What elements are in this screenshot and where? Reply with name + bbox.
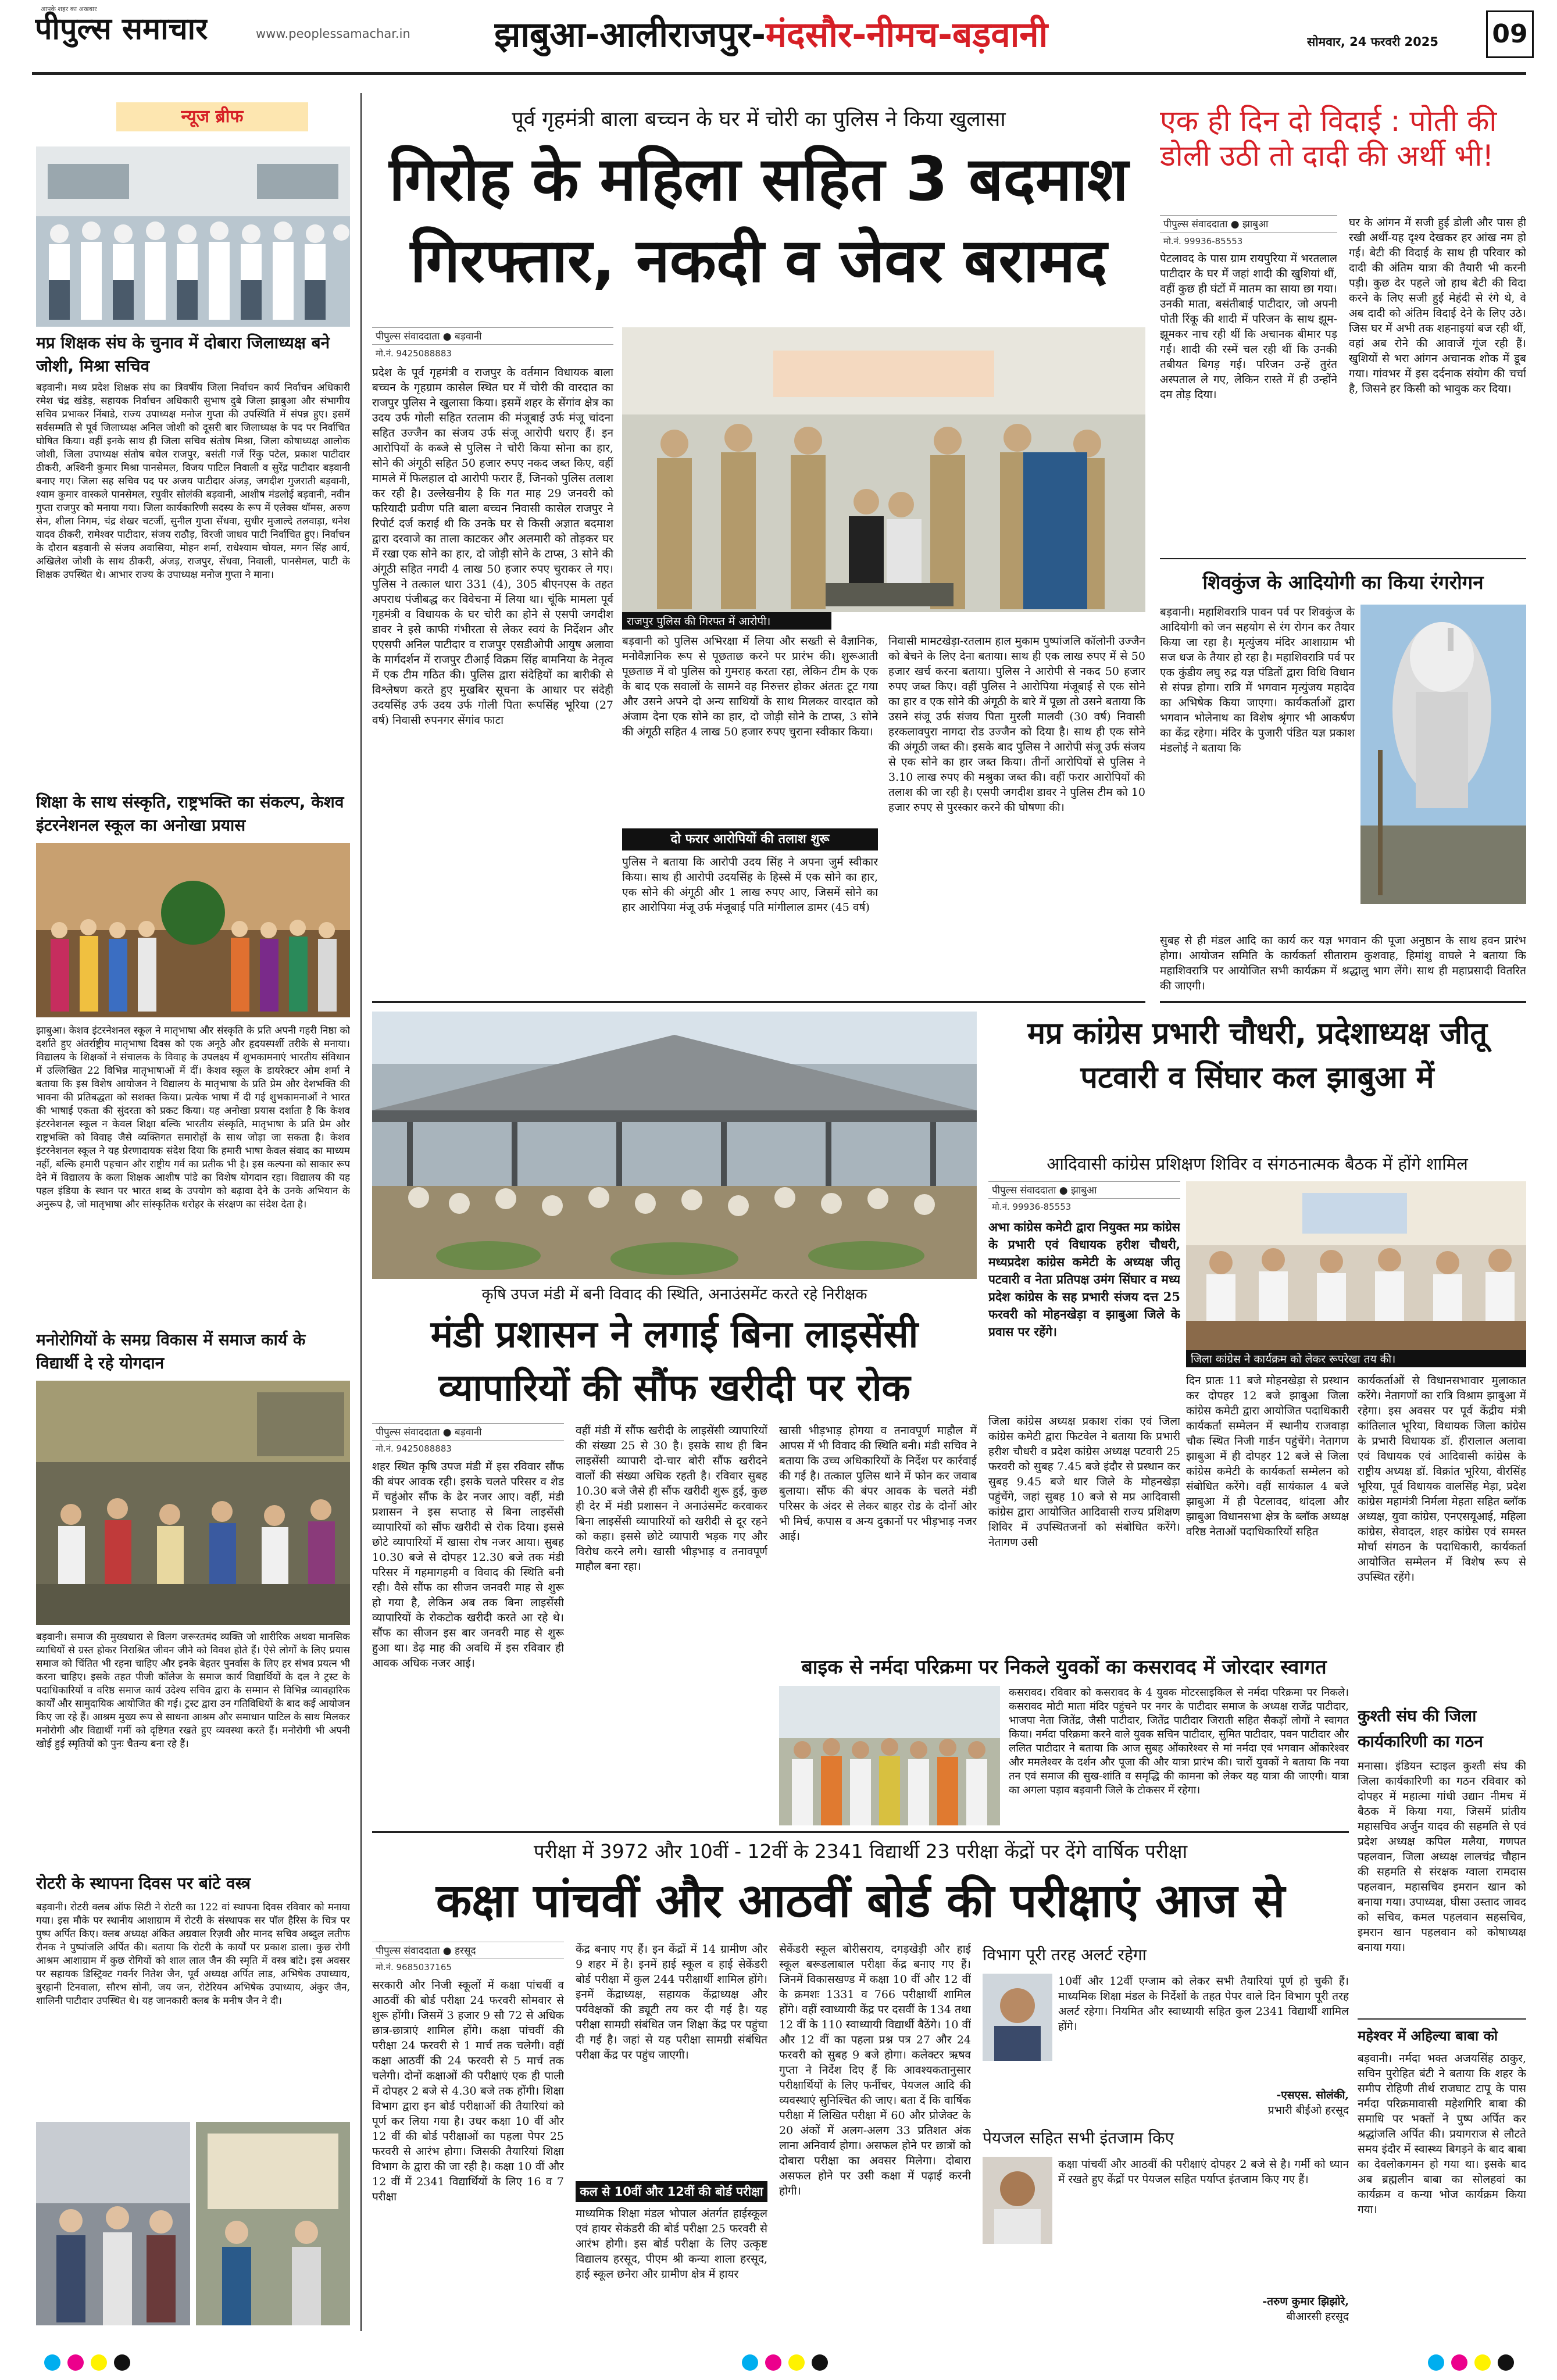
rotary-photo-right (196, 2122, 350, 2325)
mandi-headline: मंडी प्रशासन ने लगाई बिना लाइसेंसी व्यापारियों की सौंफ खरीदी पर रोक (430, 1313, 919, 1410)
lead-bottom-rule (372, 1001, 1145, 1003)
paper-logo: पीपुल्स समाचार (35, 12, 208, 47)
adiyogi-statue-photo (1360, 605, 1526, 904)
congress-meeting-photo (1186, 1181, 1526, 1350)
exam-headline: कक्षा पांचवीं और आठवीं बोर्ड की परीक्षाएं आज से (435, 1874, 1285, 1928)
congress-headline: मप्र कांग्रेस प्रभारी चौधरी, प्रदेशाध्यक्ष जीतू पटवारी व सिंघार कल झाबुआ में (1027, 1016, 1488, 1095)
masthead (0, 0, 1557, 70)
grandma-body-1: पेटलावद के पास ग्राम रायपुरिया में भरतलाल पाटीदार के घर में जहां शादी की खुशियां थीं, वहीं कुछ ही घंटों में मातम का साया छा गया। उनकी माता, बसंतीबाई पाटीदार, जो अपनी पोती रिंकू की शादी में परिजन के साथ झूम-झूमकर नाच रही थीं कि अचानक बीमार पड़ गई। शादी की रस्में चल रही थीं कि उनकी तबीयत बिगड़ गई। परिजन उन्हें तुरंत अस्पताल ले गए, लेकिन रास्ते में ही उन्होंने दम तोड़ दिया। (1160, 252, 1337, 401)
brief-body-4: बड़वानी। रोटरी क्लब ऑफ सिटी ने रोटरी का 122 वां स्थापना दिवस रविवार को मनाया गया। इस मौके पर स्थानीय आशाग्राम में रोटरी के संस्थापक सर पॉल हैरिस के चित्र पर पुष्प अर्पित किए। क्लब अध्यक्ष अंकित अग्रवाल रिज़वी और मानद सचिव अब्दुल लतीफ रौनक ने पुष्पांजलि अर्पित की। बताया कि रोटरी के कार्यों पर प्रकाश डाला। कुछ रोगी आश्रम आशाग्राम में कुछ रोगियों को शाल लाल जैन की स्मृति में वस्त्र बांटे। इस अवसर पर सहायक डिस्ट्रिक्ट गवर्नर नितेश जैन, पूर्व अध्यक्ष अर्पित लाड, अभिषेक उपाध्याय, बुरहानी टिनवाला, सौरभ सोनी, जय जन, रोटेरियन अभिषेक उपाध्याय, अंकुर जैन, शालिनी पाटीदार उपस्थित थे। यह जानकारी क्लब के मनीष जैन ने दी। (36, 1902, 350, 2007)
brief-headline-1: मप्र शिक्षक संघ के चुनाव में दोबारा जिलाध्यक्ष बने जोशी, मिश्रा सचिव (36, 333, 330, 376)
brief-column-border (360, 93, 362, 2331)
brief-headline-3: मनोरोगियों के समग्र विकास में समाज कार्य के विद्यार्थी दे रहे योगदान (36, 1330, 306, 1373)
police-arrest-photo (622, 327, 1145, 612)
brief-headline-2: शिक्षा के साथ संस्कृति, राष्ट्रभक्ति का संकल्प, केशव इंटरनेशनल स्कूल का अनोखा प्रयास (36, 792, 344, 835)
lead-body-4: निवासी मामटखेड़ा-रतलाम हाल मुकाम पुष्पांजलि कॉलोनी उज्जैन को बेचने के लिए देना बताया। साथ ही एक लाख रुपए में से 50 हजार खर्च करना बताया। पुलिस ने आरोपी से नकद 50 हजार रुपए जब्त किए। वहीं पुलिस ने आरोपिया मंजूबाई से एक सोने का हार व एक सोने की अंगूठी के बारे में पूछा तो उसने बताया कि उसने संजू उर्फ संजय पिता मुरली मालवी (30 वर्ष) निवासी हरकलावपुरा नागदा रोड उज्जैन को दिया है। साथ ही एक सोने की अंगूठी जब्त की। इसके बाद पुलिस ने आरोपी संजू उर्फ संजय से एक सोने का हार जब्त किया। तीनों आरोपियों से पुलिस ने 3.10 लाख रुपए की मश्रुका जब्त की। वहीं फरार आरोपियों की तलाश की जा रही है। एसपी जगदीश डावर ने पुलिस टीम को 10 हजार रुपए से पुरस्कार करने की घोषणा की। (888, 635, 1145, 814)
grandma-byline: पीपुल्स संवाददाता ● झाबुआ (1160, 215, 1337, 233)
kushti-body: मनासा। इंडियन स्टाइल कुश्ती संघ की जिला कार्यकारिणी का गठन रविवार को दोपहर में महात्मा गांधी उद्यान नीमच में बैठक में किया गया, जिसमें प्रांतीय महासचिव अर्जुन यादव की सहमति से एवं प्रदेश अध्यक्ष कपिल मलैया, गणपत पहलवान, जिला अध्यक्ष लालचंद्र चौहान की सहमति से संरक्षक ग्वाला रामदास पहलवान, महासचिव इमरान खान को बनाया गया। उपाध्यक्ष, घीसा उस्ताद जावद को सचिव, कमल पहलवान सहसचिव, इमरान खान पहलवान को कोषाध्यक्ष बनाया गया। (1358, 1760, 1526, 1954)
mandi-body-3: खासी भीड़भाड़ होगया व तनावपूर्ण माहौल में आपस में भी विवाद की स्थिति बनी। मंडी सचिव ने बताया कि उच्च अधिकारियों के निर्देश पर कार्रवाई की गई है। तत्काल पुलिस थाने में फोन कर जवाब बुलाया। सौंफ की बंपर आवक के चलते मंडी परिसर के अंदर से लेकर बाहर रोड के दोनों ओर भी मिर्च, कपास व अन्य दुकानों पर भीड़भाड़ नजर आई। (779, 1424, 977, 1543)
grandma-bottom-rule (1160, 558, 1526, 559)
mandi-body-1: शहर स्थित कृषि उपज मंडी में इस रविवार सौंफ की बंपर आवक रही। इसके चलते परिसर व शेड में चहुंओर सौंफ के ढेर नजर आए। वहीं, मंडी प्रशासन ने इस सप्ताह से बिना लाइसेंसी व्यापारियों को सौंफ खरीदी से रोक दिया। इससे छोटे व्यापारियों में खासा रोष नजर आया। सुबह 10.30 बजे से दोपहर 12.30 बजे तक मंडी परिसर में गहमागहमी व विवाद की स्थिति बनी रही। वैसे सौंफ का सीजन जनवरी माह से शुरू हो गया है, लेकिन अब तक बिना लाइसेंसी व्यापारियों के रोकटोक खरीदी करते आ रहे थे। सौंफ का सीजन इस बार जनवरी माह से शुरू हुआ था। डेढ़ माह की अवधि में इस रविवार ही आवक अधिक नजर आई। (372, 1460, 564, 1670)
congress-subhead: आदिवासी कांग्रेस प्रशिक्षण शिविर व संगठनात्मक बैठक में होंगे शामिल (1047, 1154, 1468, 1174)
mandi-photo-caption: कृषि उपज मंडी में बनी विवाद की स्थिति, अनाउंसमेंट करते रहे निरीक्षक (481, 1286, 867, 1303)
brief-body-2: झाबुआ। केशव इंटरनेशनल स्कूल ने मातृभाषा और संस्कृति के प्रति अपनी गहरी निष्ठा को दर्शाते हुए अंतर्राष्ट्रीय मातृभाषा दिवस को एक अनूठे और हृदयस्पर्शी तरीके से मनाया। विद्यालय के शिक्षकों ने संचालक के विवाह के उपलक्ष्य में शुभकामनाएं भारतीय संविधान में उल्लिखित 22 विभिन्न मातृभाषाओं में दीं। केशव स्कूल के डायरेक्टर ओम शर्मा ने बताया कि इस विशेष आयोजन ने विद्यालय के मातृभाषा के प्रति प्रेम और देशभक्ति की भावना की प्रतिबद्धता को सशक्त किया। प्रत्येक भाषा में दी गई शुभकामनाओं ने भारत की भाषाई एकता की सुंदरता को प्रकट किया। यह अनोखा प्रयास दर्शाता है कि केशव इंटरनेशनल स्कूल न केवल शिक्षा बल्कि भारतीय संस्कृति, मातृभाषा के प्रति प्रेम और राष्ट्रभक्ति को विवाह जैसे व्यक्तिगत समारोहों के साथ जोड़ा जा सकता है। केशव इंटरनेशनल स्कूल ने यह प्रेरणादायक संदेश दिया कि हमारी भाषा केवल संवाद का माध्यम नहीं, बल्कि हमारी पहचान और राष्ट्रीय गर्व का प्रतीक भी है। इस कल्पना को साकार रूप देने में विद्यालय के कला शिक्षक आशीष पांडे का विशेष योगदान रहा। विद्यालय की यह पहल इंडिया के स्थान पर भारत शब्द के उपयोग को बढ़ावा देने के उनके अभियान के अनुरूप है, जो मातृभाषा और सांस्कृतिक धरोहर के संरक्षण का संदेश देता है। (36, 1025, 350, 1210)
school-event-photo (36, 843, 350, 1017)
exam-body-1: सरकारी और निजी स्कूलों में कक्षा पांचवीं व आठवीं की बोर्ड परीक्षा 24 फरवरी सोमवार से शुरू होंगी। जिसमें 3 हजार 9 सौ 72 से अधिक छात्र-छात्राएं शामिल होंगे। कक्षा पांचवीं की परीक्षा 24 फरवरी से 1 मार्च तक चलेगी। वहीं कक्षा आठवीं की 24 फरवरी से 5 मार्च तक चलेगी। दोनों कक्षाओं की परीक्षाएं एक ही पाली में दोपहर 2 बजे से 4.30 बजे तक होंगी। शिक्षा विभाग द्वारा इन बोर्ड परीक्षाओं की तैयारियां को पूर्ण कर लिया गया है। उधर कक्षा 10 वीं और 12 वीं की बोर्ड परीक्षाओं का पहला पेपर 25 फरवरी से आरंभ होगा। जिसकी तैयारियां शिक्षा विभाग के द्वारा की जा रही है। कक्षा 10 वीं और 12 वीं में 2341 विद्यार्थियों के लिए 16 व 7 परीक्षा (372, 1979, 564, 2203)
issue-date: सोमवार, 24 फरवरी 2025 (1307, 35, 1438, 49)
grandma-headline: एक ही दिन दो विदाई : पोती की डोली उठी तो दादी की अर्थी भी! (1160, 104, 1497, 173)
exam-body-2: केंद्र बनाए गए हैं। इन केंद्रों में 14 ग्रामीण और 9 शहर में है। इनमें हाई स्कूल व हाई सेकेंडरी बोर्ड परीक्षा में कुल 244 परीक्षार्थी शामिल होंगे। इनमें केंद्राध्यक्ष, सहायक केंद्राध्यक्ष और पर्यवेक्षकों की ड्यूटी तय कर दी गई है। यह परीक्षा सामग्री संबंधित जन शिक्षा केंद्र पर पहुंचा दी गई है। जहां से यह परीक्षा सामग्री संबंधित परीक्षा केंद्र पर पहुंच जाएगी। (576, 1943, 767, 2061)
paper-tagline: आपके शहर का अखबार (41, 5, 97, 13)
exam-alert-sign-name: -एसएस. सोलंकी, (1276, 2089, 1349, 2102)
lead-photo-caption: राजपुर पुलिस की गिरफ्त में आरोपी। (622, 612, 831, 630)
congress-lead-text: अभा कांग्रेस कमेटी द्वारा नियुक्त मप्र कांग्रेस के प्रभारी एवं विधायक हरीश चौधरी, मध्यप्रदेश कांग्रेस कमेटी के अध्यक्ष जीतू पटवारी व नेता प्रतिपक्ष उमंग सिंघार व मध्य प्रदेश कांग्रेस के सह प्रभारी संजय दत्त 25 फरवरी को मोहनखेड़ा व झाबुआ जिले के प्रवास पर रहेंगे। (988, 1220, 1180, 1339)
exam-body-4: सेकेंडरी स्कूल बोरीसराय, दगड़खेड़ी और हाई स्कूल बरूडलाबाल परीक्षा केंद्र बनाए गए हैं। जिनमें विकासखण्ड में कक्षा 10 वीं और 12 वीं के क्रमशः 1331 व 766 परीक्षार्थी शामिल होंगे। वहीं स्वाध्यायी केंद्र पर दसवीं के 134 तथा 12 वीं के 110 स्वाध्यायी विद्यार्थी बैठेंगे। 10 वीं और 12 वीं का पहला प्रश्न पत्र 27 और 24 फरवरी को सुबह 9 बजे होगा। कलेक्टर ऋषव गुप्ता ने निर्देश दिए हैं कि आवश्यकतानुसार परीक्षार्थियों के लिए फर्नीचर, पेयजल आदि की व्यवस्थाएं सुनिश्चित की जाए। बता दें कि वार्षिक परीक्षा में लिखित परीक्षा में 60 और प्रोजेक्ट के 20 अंकों में अलग-अलग 33 प्रतिशत अंक लाना अनिवार्य होगा। असफल होने पर छात्रों को दोबारा परीक्षा का अवसर मिलेगा। दोबारा असफल होने पर उसी कक्षा में पढ़ाई करनी होगी। (779, 1943, 971, 2197)
lead-mobile: मो.नं. 9425088883 (376, 348, 452, 359)
congress-body-3: कार्यकर्ताओं से विधानसभावार मुलाकात करेंगे। नेतागणों का रात्रि विश्राम झाबुआ में रहेगा। इस अवसर पर पूर्व केंद्रीय मंत्री कांतिलाल भूरिया, विधायक जिला कांग्रेस के प्रभारी विधायक डॉ. हीरालाल अलावा एवं विधायक एवं आदिवासी कांग्रेस के राष्ट्रीय अध्यक्ष डॉ. विक्रांत भूरिया, वीरसिंह भूरिया, पूर्व विधायक वालसिंह मेड़ा, प्रदेश कांग्रेस महामंत्री निर्मला मेहता सहित ब्लॉक अध्यक्ष, युवा कांग्रेस, एनएसयूआई, महिला कांग्रेस, सेवादल, शहर कांग्रेस एवं समस्त मोर्चा संगठन के पदाधिकारी, कार्यकर्ता आयोजित सम्मेलन में विशेष रूप से उपस्थित रहेंगे। (1358, 1374, 1526, 1584)
grandma-mobile: मो.नं. 99936-85553 (1163, 236, 1243, 246)
brc-portrait (983, 2157, 1052, 2244)
region-title-red: मंदसौर-नीमच-बड़वानी (766, 15, 1048, 55)
exam-kicker: परीक्षा में 3972 और 10वीं - 12वीं के 2341 विद्यार्थी 23 परीक्षा केंद्रों पर देंगे वार्षिक परीक्षा (533, 1840, 1188, 1863)
brief-headline-4: रोटरी के स्थापना दिवस पर बांटे वस्त्र (36, 1874, 251, 1893)
exam-water-quote: कक्षा पांचवीं और आठवीं की परीक्षाएं दोपहर 2 बजे से है। गर्मी को ध्यान में रखते हुए केंद्रों पर पेयजल सहित पर्याप्त इंतजाम किए गए हैं। (1058, 2158, 1349, 2186)
congress-mobile: मो.नं. 99936-85553 (992, 1202, 1072, 1212)
kushti-headline: कुश्ती संघ की जिला कार्यकारिणी का गठन (1358, 1706, 1483, 1751)
shiv-headline: शिवकुंज के आदियोगी का किया रंगरोगन (1202, 571, 1484, 594)
bike-body: कसरावद। रविवार को कसरावद के 4 युवक मोटरसाइकिल से नर्मदा परिक्रमा पर निकले। कसरावद मोटी माता मंदिर पहुंचने पर नगर के पाटीदार समाज के अध्यक्ष राजेंद्र पाटीदार, भाजपा नेता जितेंद्र, जैसी पाटीदार, जितेंद्र पाटीदार जिराती सहित सैकड़ों लोगों ने स्वागत किया। नर्मदा परिक्रमा करने वाले युवक सचिन पाटीदार, सुमित पाटीदार, पवन पाटीदार और ललित पाटीदार ने बताया कि आज सुबह ओंकारेश्वर से मां नर्मदा एवं भगवान ओंकारेश्वर और ममलेश्वर के दर्शन और पूजा की और यात्रा प्रारंभ की। चारों युवकों ने बताया कि नया तन एवं समाज की सुख-शांति व समृद्धि की कामना को लेकर यह यात्रा की जाएगी। यात्रा का अगला पड़ाव बड़वानी जिले के टोकसर में रहेगा। (1009, 1686, 1349, 1796)
bike-yatra-photo (779, 1686, 1000, 1825)
congress-photo-caption: जिला कांग्रेस ने कार्यक्रम को लेकर रूपरेखा तय की। (1186, 1350, 1526, 1367)
congress-byline: पीपुल्स संवाददाता ● झाबुआ (988, 1181, 1180, 1199)
lead-kicker: पूर्व गृहमंत्री बाला बच्चन के घर में चोरी का पुलिस ने किया खुलासा (512, 108, 1006, 131)
teachers-group-photo (36, 146, 350, 327)
shiv-body-1: बड़वानी। महाशिवरात्रि पावन पर्व पर शिवकुंज के आदियोगी को जन सहयोग से रंग रोगन कर तैयार किया जा रहा है। मृत्युंजय मंदिर आशाग्राम भी सज धज के तैयार हो रहा है। महाशिवरात्रि पर्व पर एक कुंडीय लघु रुद्र यज्ञ पंडितों द्वारा विधि विधान से संपन्न होगा। रात्रि में भगवान मृत्युंजय महादेव का अभिषेक किया जाएगा। कार्यकर्ताओं द्वारा भगवान भोलेनाथ का विशेष श्रृंगार भी आकर्षण का केंद्र रहेगा। मंदिर के पुजारी पंडित यज्ञ प्रकाश मंडलोई ने बताया कि (1160, 606, 1355, 755)
exam-top-rule (372, 1831, 1349, 1833)
ahilya-body: बड़वानी। नर्मदा भक्त अजयसिंह ठाकुर, सचिन पुरोहित बंटी ने बताया कि शहर के समीप रोहिणी तीर्थ राजघाट टापू के पास नर्मदा परिक्रमावासी महेशगिरि बाबा की समाधि पर भक्तों ने पुष्प अर्पित कर श्रद्धांजलि अर्पित की। प्रयागराज से लौटते समय इंदौर में स्वास्थ्य बिगड़ने के बाद बाबा का देवलोकगमन हो गया था। इसके बाद अब ब्रह्मलीन बाबा का सोलहवां का कार्यक्रम व कन्या भोज कार्यक्रम किया गया। (1358, 2052, 1526, 2216)
lead-body-2: बड़वानी को पुलिस अभिरक्षा में लिया और सख्ती से वैज्ञानिक, मनोवैज्ञानिक रूप से पूछताछ करने पर प्रारंभ की। शुरूआती पूछताछ में वो पुलिस को गुमराह करता रहा, लेकिन टीम के एक के बाद एक सवालों के सामने वह निरुत्तर होकर अंततः टूट गया और उसने अपने दो अन्य साथियों के साथ मिलकर वारदात को अंजाम देना एक सोने का हार, दो जोड़ी सोने के टाप्स, 3 सोने की अंगूठी सहित 4 लाख 50 हजार रुपए चुराना स्वीकार किया। (622, 635, 878, 738)
exam-body-3: माध्यमिक शिक्षा मंडल भोपाल अंतर्गत हाईस्कूल एवं हायर सेकंडरी की बोर्ड परीक्षा 25 फरवरी से आरंभ होगी। इस बोर्ड परीक्षा के लिए उत्कृष्ट विद्यालय हरसूद, पीएम श्री कन्या शाला हरसूद, हाई स्कूल छनेरा और ग्रामीण क्षेत्र में हायर (576, 2207, 767, 2281)
mandi-market-photo (372, 1012, 977, 1279)
region-title (494, 5, 1238, 65)
lead-body-1: प्रदेश के पूर्व गृहमंत्री व राजपुर के वर्तमान विधायक बाला बच्चन के गृहग्राम कासेल स्थित घर में चोरी की वारदात का राजपुर पुलिस ने खुलासा किया। इसमें शहर के सेंगांव क्षेत्र का उदय उर्फ गोली सहित रतलाम की मंजूबाई उर्फ मंजू चांदना सहित उज्जैन का संजय उर्फ संजू आरोपी धराए हैं। इन आरोपियों के कब्जे से पुलिस ने चोरी किया सोना का हार, सोने की अंगूठी सहित 50 हजार रुपए नकद जब्त किए, वहीं मामले में फिलहाल दो आरोपी फरार हैं, जिनको पुलिस तलाश कर रही है। उल्लेखनीय है कि गत माह 29 जनवरी को फरियादी प्रवीण पति बाला बच्चन निवासी कासेल राजपुर ने रिपोर्ट दर्ज कराई थी कि उनके घर से किसी अज्ञात बदमाश द्वारा दरवाजे का ताला काटकर और अलमारी को तोड़कर घर में रखा एक सोने का हार, दो जोड़ी सोने के टाप्स, 3 सोने की अंगूठी सहित नगदी 4 लाख 50 हजार रुपए चुराकर ले गए। पुलिस ने तत्काल धारा 331 (4), 305 बीएनएस के तहत अपराध पंजीबद्ध कर विवेचना में लिया था। चूंकि मामला पूर्व गृहमंत्री व विधायक के घर चोरी का होने से एसपी जगदीश डावर ने इसे काफी गंभीरता से लेकर स्वयं के निर्देशन और एएसपी अनिल पाटीदार व राजपुर एसडीओपी आयुष अलावा के मार्गदर्शन में राजपुर टीआई विक्रम सिंह बामनिया के नेतृत्व में एक टीम गठित की। पुलिस द्वारा संदेहियों का बारीकी से विश्लेषण करते हुए मुखबिर सूचना के आधार पर संदेही उदयसिंह उर्फ उदय उर्फ गोली पिता रूपसिंह भूरिया (27 वर्ष) निवासी रुपनगर सेंगांव फाटा (372, 366, 613, 727)
bike-headline: बाइक से नर्मदा परिक्रमा पर निकले युवकों का कसरावद में जोरदार स्वागत (801, 1656, 1327, 1679)
lead-subhead: दो फरार आरोपियों की तलाश शुरू (622, 828, 878, 850)
ahilya-top-rule (1358, 2018, 1526, 2020)
congress-body-2: दिन प्रातः 11 बजे मोहनखेड़ा से प्रस्थान कर दोपहर 12 बजे झाबुआ जिला कांग्रेस कमेटी द्वारा आयोजित पदाधिकारी कार्यकर्ता सम्मेलन में स्थानीय राजवाड़ा चौक स्थित निजी गार्डन पहुंचेंगे। नेतागण झाबुआ में ही दोपहर 12 बजे से जिला कांग्रेस कमेटी के कार्यकर्ता सम्मेलन को संबोधित करेंगे। वहीं सायंकाल 4 बजे झाबुआ में ही पेटलावद, थांदला और झाबुआ विधानसभा क्षेत्र के ब्लॉक अध्यक्ष वरिष्ठ नेताओं पदाधिकारियों सहित (1186, 1374, 1349, 1538)
exam-alert-sign-title: प्रभारी बीईओ हरसूद (1267, 2104, 1349, 2117)
mandi-body-2: वहीं मंडी में सौंफ खरीदी के लाइसेंसी व्यापारियों की संख्या 25 से 30 है। इसके साथ ही बिन लाइसेंसी व्यापारी दो-चार बोरी सौंफ खरीदने वालों की संख्या अधिक रहती है। रविवार सुबह 10.30 बजे जैसे ही सौंफ खरीदी शुरू हुई, कुछ ही देर में मंडी प्रशासन ने अनाउंसमेंट करवाकर बिना लाइसेंसी व्यापारियों को खरीदी से दूर रहने को कहा। इससे छोटे व्यापारी भड़क गए और विरोध करने लगे। खासी भीड़भाड़ व तनावपूर्ण माहौल बना रहा। (576, 1424, 767, 1573)
congress-body-1: जिला कांग्रेस अध्यक्ष प्रकाश रांका एवं जिला कांग्रेस कमेटी द्वारा फिटवेल ने बताया कि प्रभारी हरीश चौधरी व प्रदेश कांग्रेस अध्यक्ष पटवारी 25 फरवरी को सुबह 7.45 बजे इंदौर से प्रस्थान कर सुबह 9.45 बजे धार जिले के मोहनखेड़ा पहुंचेंगे, जहां सुबह 10 बजे से मप्र आदिवासी कांग्रेस द्वारा आयोजित आदिवासी राज्य प्रशिक्षण शिविर में उपस्थितजनों को संबोधित करेंगे। नेतागण उसी (988, 1415, 1180, 1549)
region-title-black: झाबुआ-आलीराजपुर- (494, 15, 766, 55)
exam-subhead: कल से 10वीं और 12वीं की बोर्ड परीक्षा (576, 2181, 767, 2202)
shiv-bottom-rule (1160, 1001, 1526, 1003)
brief-body-3: बड़वानी। समाज की मुख्यधारा से विलग जरूरतमंद व्यक्ति जो शारीरिक अथवा मानसिक व्याधियों से ग्रस्त होकर निराश्रित जीवन जीने को विवश होते हैं। ऐसे लोगों के लिए प्रयास समाज को चिंतित भी रहना चाहिए और इनके बेहतर पुनर्वास के लिए हर संभव प्रयत्न भी करना चाहिए। इसके तहत पीजी कॉलेज के समाज कार्य विद्यार्थियों के दल ने ट्रस्ट के पदाधिकारियों व वरिष्ठ समाज कार्य उदेश्य सचिव द्वारा के सम्मान से विभिन्न व्यावहारिक कार्यों और सामुदायिक आयोजित की गई। ट्रस्ट द्वारा उन गतिविधियों के बाद कई आयोजन किए जा रहे हैं। आश्रम मुख्य रूप से साधना आश्रम और समाधान पाटिल के साथ मिलकर मनोरोगी और विद्यार्थी गर्मी को दृष्टिगत रखते हुए व्यवस्था करते हैं। मनोरोगी भी अपनी खोई हुई स्मृतियों को पुनः चैतन्य बना रहे हैं। (36, 1631, 350, 1750)
exam-byline: पीपुल्स संवाददाता ● हरसूद (372, 1942, 564, 1959)
page-number: 09 (1486, 10, 1534, 58)
shiv-body-2: सुबह से ही मंडल आदि का कार्य कर यज्ञ भगवान की पूजा अनुष्ठान के साथ हवन प्रारंभ होगा। आयोजन समिति के कार्यकर्ता सीताराम कुशवाह, हिमांशु वाघले ने बताया कि महाशिवरात्रि पर आयोजित सभी कार्यक्रम में श्रद्धालु भाग लेंगे। साथ ही महाप्रसादी वितरित की जाएगी। (1160, 934, 1526, 992)
brief-body-1: बड़वानी। मध्य प्रदेश शिक्षक संघ का त्रिवर्षीय जिला निर्वाचन कार्य निर्वाचन अधिकारी रमेश चंद्र खंडेड़, सहायक निर्वाचन अधिकारी सुभाष दुबे जिला झाबुआ और संभागीय सचिव प्रभाकर निंबाडे, राज्य उपाध्यक्ष मनोज गुप्ता की उपस्थिति में संपन्न हुए। इसमें सर्वसम्मति से पूर्व जिलाध्यक्ष अनिल जोशी को दूसरी बार जिलाध्यक्ष के पद पर निर्वाचित घोषित किया। वहीं इनके साथ ही जिला सचिव संतोष मिश्रा, जिला कोषाध्यक्ष आलोक जोशी, जिला उपाध्यक्ष संतोष बघेल राजपुर, बसंती गर्जे रिंकु पटेल, प्रकाश पाटीदार ठीकरी, अश्विनी कुमार मिश्रा पानसेमल, विजय पाटिल निवाली व सुरेंद्र पाटीदार बड़वानी बनाए गए। जिला सह सचिव पद पर अजय पाटीदार अंजड़, जगदीश गुजराती बड़वानी, श्याम कुमार वास्कले पानसेमल, रघुवीर सोलंकी बड़वानी, आशीष मंडलोई बड़वानी, नवीन गुप्ता राजपुर को मनाया गया। जिला कार्यकारिणी सदस्य के रूप में एलेक्स थॉमस, अरुण सेन, शीला निगम, चंद्र शेखर चटर्जी, सुनील गुप्ता सेंधवा, सुधीर मुजाल्दे तलवाड़ा, धनेश यादव ठीकरी, रामेश्वर पाटीदार, संजय राठौड़, विरजी जाधव पाटी निर्वाचित हुए। निर्वाचन के दौरान बड़वानी से संजय अवासिया, मोहन शर्मा, राधेश्याम चोयल, मगन सिंह आर्य, अखिलेश जोशी के साथ ठीकरी, अंजड़, राजपुर, सेंधवा, निवाली, पानसेमल, पाटी के शिक्षक उपस्थित थे। आभार राज्य के उपाध्यक्ष मनोज गुप्ता ने माना। (36, 382, 350, 581)
mandi-mobile: मो.नं. 9425088883 (376, 1443, 452, 1454)
beo-portrait (983, 1974, 1052, 2061)
rotary-photo-left (36, 2122, 190, 2325)
ahilya-headline: महेश्वर में अहिल्या बाबा को (1358, 2028, 1498, 2044)
exam-alert-quote: 10वीं और 12वीं एग्जाम को लेकर सभी तैयारियां पूर्ण हो चुकी हैं। माध्यमिक शिक्षा मंडल के निर्देशों के तहत पेपर वाले दिन विभाग पूरी तरह अलर्ट रहेगा। नियमित और स्वाध्यायी सहित कुल 2341 विद्यार्थी शामिल होंगे। (1058, 1975, 1349, 2033)
grandma-body-2: घर के आंगन में सजी हुई डोली और पास ही रखी अर्थी-यह दृश्य देखकर हर आंख नम हो गई। बेटी की विदाई के साथ ही परिवार को दादी की अंतिम यात्रा की तैयारी भी करनी पड़ी। कुछ देर पहले जो हाथ बेटी की विदा करने के लिए सजी हुई मेहंदी से रंगे थे, वे अब दादी को अंतिम विदाई देने के लिए उठे। जिस घर में अभी तक शहनाइयां बज रही थीं, वहां अब रोने की आवाजें गूंज रही हैं। खुशियों से भरा आंगन अचानक शोक में डूब गया। गांवभर में इस दर्दनाक संयोग की चर्चा है, जिसने हर किसी को भावुक कर दिया। (1349, 216, 1526, 395)
masthead-rule (32, 72, 1526, 75)
lead-headline: गिरोह के महिला सहित 3 बदमाश गिरफ्तार, नकदी व जेवर बरामद (389, 144, 1129, 296)
lead-body-3: पुलिस ने बताया कि आरोपी उदय सिंह ने अपना जुर्म स्वीकार किया। साथ ही आरोपी उदयसिंह के हिस्से में एक सोने का हार, एक सोने की अंगूठी और 1 लाख रुपए आए, जिसमें सोने का हार आरोपिया मंजू उर्फ मंजूबाई पति मांगीलाल डामर (45 वर्ष) (622, 856, 878, 914)
exam-mobile: मो.नं. 9685037165 (376, 1962, 452, 1972)
exam-water-headline: पेयजल सहित सभी इंतजाम किए (983, 2128, 1174, 2147)
brief-label: न्यूज ब्रीफ (116, 102, 308, 131)
exam-water-sign-name: -तरुण कुमार झिझोरे, (1262, 2295, 1349, 2308)
website-url: www.peoplessamachar.in (256, 27, 410, 41)
mandi-byline: पीपुल्स संवाददाता ● बड़वानी (372, 1423, 564, 1441)
social-work-students-photo (36, 1381, 350, 1625)
exam-alert-headline: विभाग पूरी तरह अलर्ट रहेगा (983, 1945, 1147, 1964)
exam-water-sign-title: बीआरसी हरसूद (1286, 2310, 1349, 2323)
lead-byline: पीपुल्स संवाददाता ● बड़वानी (372, 327, 613, 345)
registration-marks (0, 2345, 1557, 2380)
